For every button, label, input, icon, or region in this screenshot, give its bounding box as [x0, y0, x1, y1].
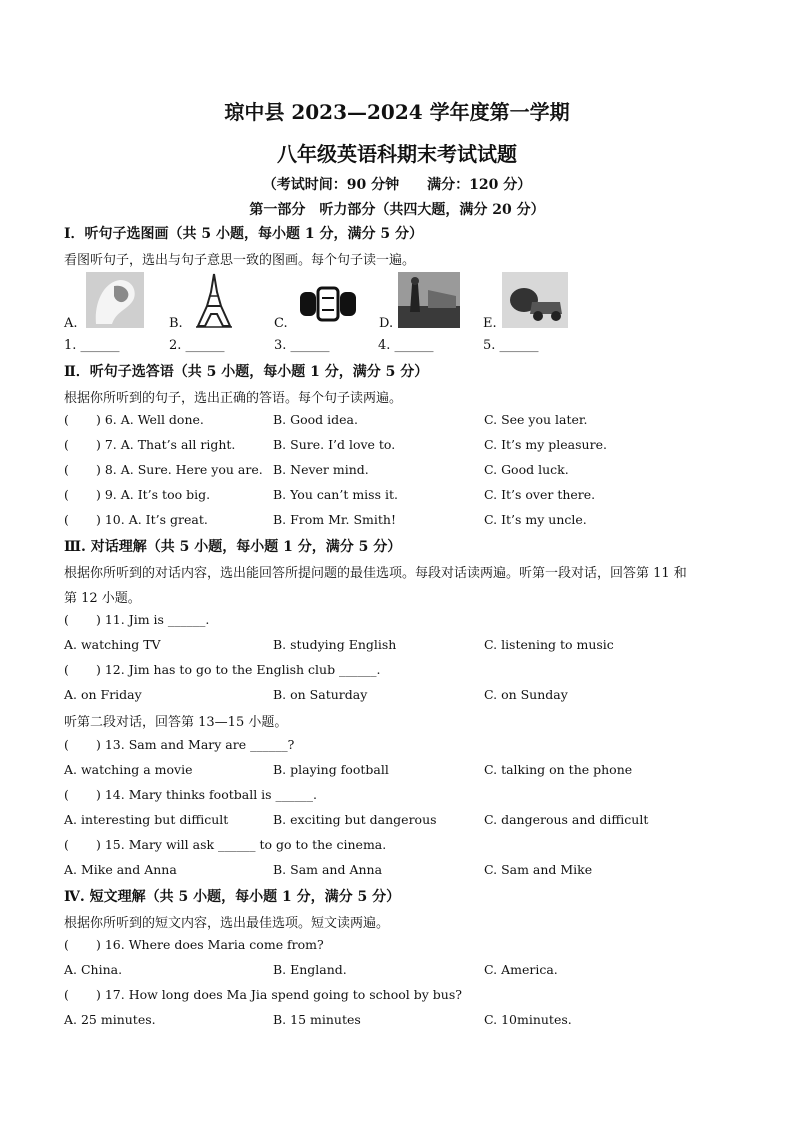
answer-paren[interactable]: ( [64, 462, 69, 477]
question-row-6 [64, 412, 744, 430]
question-row-9 [64, 487, 744, 505]
answer-paren[interactable]: ( [64, 737, 69, 752]
answer-blank-1[interactable]: 1. ______ [64, 338, 120, 353]
answer-paren[interactable]: ( [64, 437, 69, 452]
option-b: B. playing football [273, 762, 389, 777]
option-b: B. Good idea. [273, 412, 358, 427]
question-13-stem [64, 737, 744, 755]
exam-title-line2: 八年级英语科期末考试试题 [277, 142, 517, 166]
picture-label-c: C. [274, 316, 288, 331]
option-c: C. It’s over there. [484, 487, 596, 502]
section3-sub-instruction: 听第二段对话，回答第 13—15 小题。 [64, 715, 288, 730]
section3-instruction-line2: 第 12 小题。 [64, 591, 141, 606]
option-b: B. Sam and Anna [273, 862, 383, 877]
option-c: C. See you later. [484, 412, 588, 427]
option-b: B. Sure. I’d love to. [273, 437, 396, 452]
question-11-options [64, 637, 744, 655]
option-c: C. America. [484, 962, 558, 977]
option-a: ) 10. A. It’s great. [96, 512, 208, 527]
question-16-stem [64, 937, 744, 955]
question-text: ) 16. Where does Maria come from? [96, 937, 324, 952]
question-11-stem [64, 612, 744, 630]
option-a: ) 8. A. Sure. Here you are. [96, 462, 263, 477]
section4-instruction: 根据你所听到的短文内容，选出最佳选项。短文读两遍。 [64, 916, 390, 931]
picture-c-headphones [298, 284, 358, 340]
question-text: ) 12. Jim has to go to the English club ______. [96, 662, 381, 677]
option-c: C. 10minutes. [484, 1012, 572, 1027]
answer-paren[interactable]: ( [64, 662, 69, 677]
picture-options [64, 272, 584, 332]
section2-heading: Ⅱ．听句子选答语（共 5 小题，每小题 1 分，满分 5 分） [64, 364, 429, 380]
question-text: ) 13. Sam and Mary are ______? [96, 737, 295, 752]
option-a: A. 25 minutes. [64, 1012, 156, 1027]
answer-paren[interactable]: ( [64, 837, 69, 852]
answer-paren[interactable]: ( [64, 412, 69, 427]
exam-title-line1: 琼中县 2023—2024 学年度第一学期 [224, 100, 570, 124]
question-text: ) 15. Mary will ask ______ to go to the cinema. [96, 837, 387, 852]
answer-blank-2[interactable]: 2. ______ [169, 338, 225, 353]
answer-paren[interactable]: ( [64, 512, 69, 527]
answer-paren[interactable]: ( [64, 612, 69, 627]
answer-blank-5[interactable]: 5. ______ [483, 338, 539, 353]
option-a: ) 6. A. Well done. [96, 412, 204, 427]
section3-heading: Ⅲ. 对话理解（共 5 小题，每小题 1 分，满分 5 分） [64, 539, 402, 555]
option-a: A. watching TV [64, 637, 161, 652]
option-a: A. interesting but difficult [64, 812, 229, 827]
option-a: A. China. [64, 962, 123, 977]
answer-paren[interactable]: ( [64, 987, 69, 1002]
question-row-8 [64, 462, 744, 480]
option-b: B. exciting but dangerous [273, 812, 437, 827]
question-row-7 [64, 437, 744, 455]
answer-blank-4[interactable]: 4. ______ [378, 338, 434, 353]
picture-e-toy-car [502, 272, 568, 328]
picture-label-e: E. [483, 316, 497, 331]
section1-instruction: 看图听句子，选出与句子意思一致的图画。每个句子读一遍。 [64, 253, 416, 268]
option-a: ) 9. A. It’s too big. [96, 487, 211, 502]
section4-heading: Ⅳ. 短文理解（共 5 小题，每小题 1 分，满分 5 分） [64, 889, 401, 905]
picture-label-a: A. [64, 316, 78, 331]
section1-heading: Ⅰ．听句子选图画（共 5 小题，每小题 1 分，满分 5 分） [64, 226, 424, 242]
option-c: C. talking on the phone [484, 762, 633, 777]
exam-info: （考试时间：90 分钟 满分：120 分） [262, 177, 532, 193]
part-title: 第一部分 听力部分（共四大题，满分 20 分） [249, 202, 545, 218]
option-c: C. on Sunday [484, 687, 568, 702]
picture-a-woman-sketch [86, 272, 146, 328]
section1-answer-blanks [64, 338, 584, 356]
option-b: B. From Mr. Smith! [273, 512, 396, 527]
option-a: A. on Friday [64, 687, 142, 702]
question-13-options [64, 762, 744, 780]
question-text: ) 11. Jim is ______. [96, 612, 210, 627]
question-15-stem [64, 837, 744, 855]
option-c: C. Sam and Mike [484, 862, 593, 877]
question-row-10 [64, 512, 744, 530]
question-12-options [64, 687, 744, 705]
option-b: B. England. [273, 962, 347, 977]
section3-instruction-line1: 根据你所听到的对话内容，选出能回答所提问题的最佳选项。每段对话读两遍。听第一段对话，回答第 11 和 [64, 566, 687, 581]
question-text: ) 17. How long does Ma Jia spend going to school by bus? [96, 987, 462, 1002]
option-a: A. watching a movie [64, 762, 193, 777]
section2-instruction: 根据你所听到的句子，选出正确的答语。每个句子读两遍。 [64, 391, 403, 406]
question-15-options [64, 862, 744, 880]
option-c: C. Good luck. [484, 462, 569, 477]
option-b: B. 15 minutes [273, 1012, 361, 1027]
picture-label-b: B. [169, 316, 183, 331]
question-17-stem [64, 987, 744, 1005]
option-a: ) 7. A. That’s all right. [96, 437, 236, 452]
question-17-options [64, 1012, 744, 1030]
picture-d-painting-scene [398, 272, 458, 328]
option-c: C. It’s my pleasure. [484, 437, 607, 452]
answer-paren[interactable]: ( [64, 787, 69, 802]
question-14-stem [64, 787, 744, 805]
picture-b-eiffel-tower [190, 272, 250, 328]
question-12-stem [64, 662, 744, 680]
question-16-options [64, 962, 744, 980]
option-a: A. Mike and Anna [64, 862, 177, 877]
option-b: B. Never mind. [273, 462, 369, 477]
option-c: C. listening to music [484, 637, 614, 652]
option-b: B. on Saturday [273, 687, 368, 702]
option-b: B. You can’t miss it. [273, 487, 398, 502]
option-b: B. studying English [273, 637, 397, 652]
option-c: C. It’s my uncle. [484, 512, 587, 527]
answer-paren[interactable]: ( [64, 937, 69, 952]
question-14-options [64, 812, 744, 830]
picture-label-d: D. [379, 316, 394, 331]
answer-blank-3[interactable]: 3. ______ [274, 338, 330, 353]
answer-paren[interactable]: ( [64, 487, 69, 502]
question-text: ) 14. Mary thinks football is ______. [96, 787, 318, 802]
option-c: C. dangerous and difficult [484, 812, 649, 827]
